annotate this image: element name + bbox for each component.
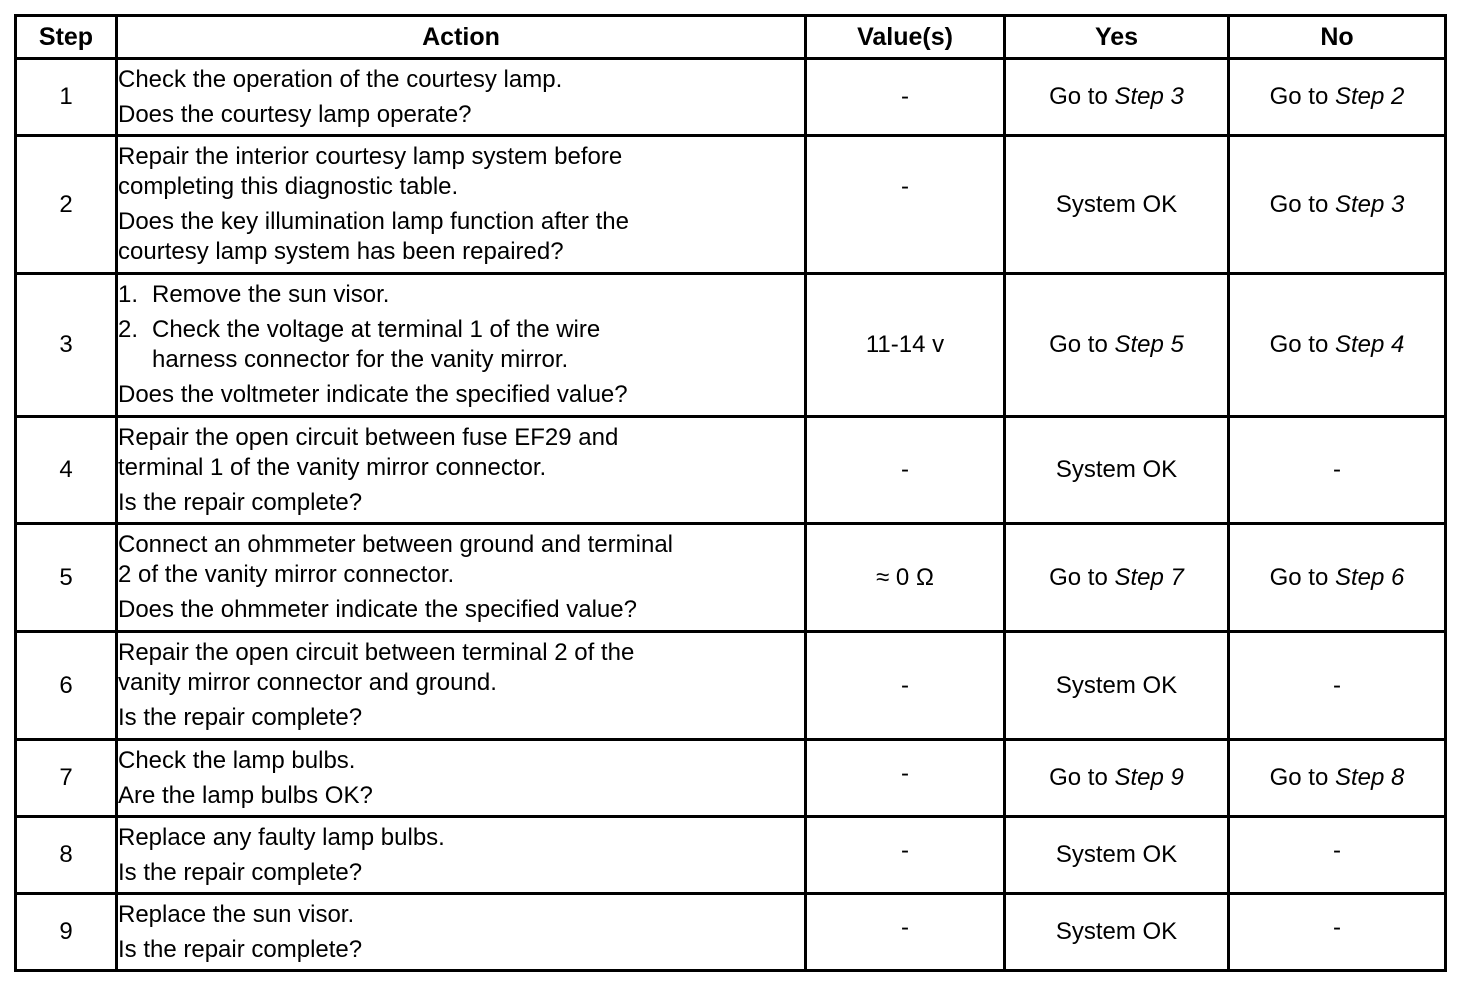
no-cell	[1229, 274, 1446, 417]
yes-step-ref: Step 3	[1114, 83, 1184, 110]
yes-cell	[1005, 59, 1229, 136]
action-line: Are the lamp bulbs OK?	[118, 781, 373, 809]
table-row	[16, 274, 1446, 417]
table-row	[16, 417, 1446, 524]
yes-prefix: Go to	[1049, 563, 1115, 591]
no-cell	[1229, 740, 1446, 817]
action-line: completing this diagnostic table.	[118, 173, 459, 200]
action-line: Does the voltmeter indicate the specified value?	[118, 381, 628, 408]
substep-text: Remove the sun visor.	[152, 281, 390, 308]
no-cell: -	[1229, 894, 1446, 971]
step-number: 5	[16, 524, 117, 632]
action-line: 2 of the vanity mirror connector.	[118, 561, 455, 588]
table-row	[16, 59, 1446, 136]
action-line: Is the repair complete?	[118, 488, 363, 516]
header-row	[16, 16, 1446, 59]
substep-number: 1.	[118, 281, 139, 308]
header-values: Value(s)	[806, 16, 1005, 59]
table-row	[16, 632, 1446, 740]
action-line: Check the lamp bulbs.	[118, 746, 356, 774]
action-line: Repair the open circuit between terminal 2 of the	[118, 639, 635, 666]
action-cell	[117, 817, 806, 894]
action-line: Repair the open circuit between fuse EF29 and	[118, 423, 619, 451]
header-yes: Yes	[1005, 16, 1229, 59]
action-cell	[117, 632, 806, 740]
substep-item	[118, 280, 804, 310]
action-line: Repair the interior courtesy lamp system before	[118, 143, 623, 170]
action-line: terminal 1 of the vanity mirror connector.	[118, 453, 547, 481]
yes-cell: System OK	[1005, 817, 1229, 894]
yes-prefix: Go to	[1049, 331, 1115, 358]
no-cell: -	[1229, 417, 1446, 524]
action-line: Check the operation of the courtesy lamp.	[118, 65, 563, 93]
action-line: Is the repair complete?	[118, 935, 363, 963]
no-cell	[1229, 136, 1446, 274]
action-cell	[117, 894, 806, 971]
action-cell	[117, 59, 806, 136]
yes-cell: System OK	[1005, 417, 1229, 524]
no-cell	[1229, 524, 1446, 632]
action-line: Replace the sun visor.	[118, 900, 355, 928]
no-cell	[1229, 59, 1446, 136]
step-number: 2	[16, 136, 117, 274]
header-action: Action	[117, 16, 806, 59]
yes-cell	[1005, 274, 1229, 417]
substep-list	[118, 280, 804, 375]
substep-number: 2.	[118, 316, 139, 343]
action-cell	[117, 274, 806, 417]
yes-cell: System OK	[1005, 894, 1229, 971]
table-row	[16, 524, 1446, 632]
value-cell: -	[806, 740, 1005, 817]
value-cell: -	[806, 817, 1005, 894]
yes-cell: System OK	[1005, 136, 1229, 274]
action-cell	[117, 524, 806, 632]
no-prefix: Go to	[1269, 563, 1335, 591]
action-cell	[117, 136, 806, 274]
action-line: vanity mirror connector and ground.	[118, 669, 497, 696]
no-prefix: Go to	[1269, 764, 1335, 791]
yes-step-ref: Step 5	[1114, 331, 1184, 358]
value-cell: -	[806, 417, 1005, 524]
yes-prefix: Go to	[1049, 764, 1115, 791]
action-line: Replace any faulty lamp bulbs.	[118, 823, 445, 851]
yes-prefix: Go to	[1049, 83, 1115, 110]
no-prefix: Go to	[1269, 83, 1335, 110]
action-cell	[117, 417, 806, 524]
value-cell: 11-14 v	[806, 274, 1005, 417]
substep-text: Check the voltage at terminal 1 of the wire harness connector for the vanity mirror.	[152, 316, 601, 373]
no-prefix: Go to	[1269, 190, 1335, 218]
value-cell: -	[806, 59, 1005, 136]
action-cell	[117, 740, 806, 817]
table-row	[16, 740, 1446, 817]
no-step-ref: Step 4	[1334, 331, 1405, 358]
step-number: 3	[16, 274, 117, 417]
yes-cell: System OK	[1005, 632, 1229, 740]
step-number: 8	[16, 817, 117, 894]
no-step-ref: Step 3	[1334, 190, 1405, 218]
value-cell	[806, 136, 1005, 274]
value-text: -	[901, 173, 909, 200]
action-line: Is the repair complete?	[118, 704, 363, 731]
table-row	[16, 817, 1446, 894]
value-cell: -	[806, 894, 1005, 971]
step-number: 6	[16, 632, 117, 740]
yes-step-ref: Step 9	[1114, 764, 1184, 791]
action-line: courtesy lamp system has been repaired?	[118, 238, 564, 265]
no-prefix: Go to	[1269, 331, 1335, 358]
action-line: Does the ohmmeter indicate the specified value?	[118, 596, 637, 623]
action-line: Does the key illumination lamp function after the	[118, 208, 629, 235]
step-number: 1	[16, 59, 117, 136]
value-cell: ≈ 0 Ω	[806, 524, 1005, 632]
header-step: Step	[16, 16, 117, 59]
table-row	[16, 894, 1446, 971]
step-number: 7	[16, 740, 117, 817]
yes-cell	[1005, 524, 1229, 632]
yes-step-ref: Step 7	[1114, 563, 1184, 591]
substep-item	[118, 315, 804, 375]
value-cell: -	[806, 632, 1005, 740]
step-number: 4	[16, 417, 117, 524]
no-step-ref: Step 8	[1334, 764, 1405, 791]
yes-cell	[1005, 740, 1229, 817]
diagnostic-table	[14, 14, 1447, 972]
table-row	[16, 136, 1446, 274]
step-number: 9	[16, 894, 117, 971]
no-cell: -	[1229, 632, 1446, 740]
action-line: Does the courtesy lamp operate?	[118, 100, 472, 128]
header-no: No	[1229, 16, 1446, 59]
no-step-ref: Step 6	[1334, 563, 1405, 591]
action-line: Is the repair complete?	[118, 858, 363, 886]
action-line: Connect an ohmmeter between ground and terminal	[118, 531, 673, 558]
no-cell: -	[1229, 817, 1446, 894]
no-step-ref: Step 2	[1334, 83, 1405, 110]
